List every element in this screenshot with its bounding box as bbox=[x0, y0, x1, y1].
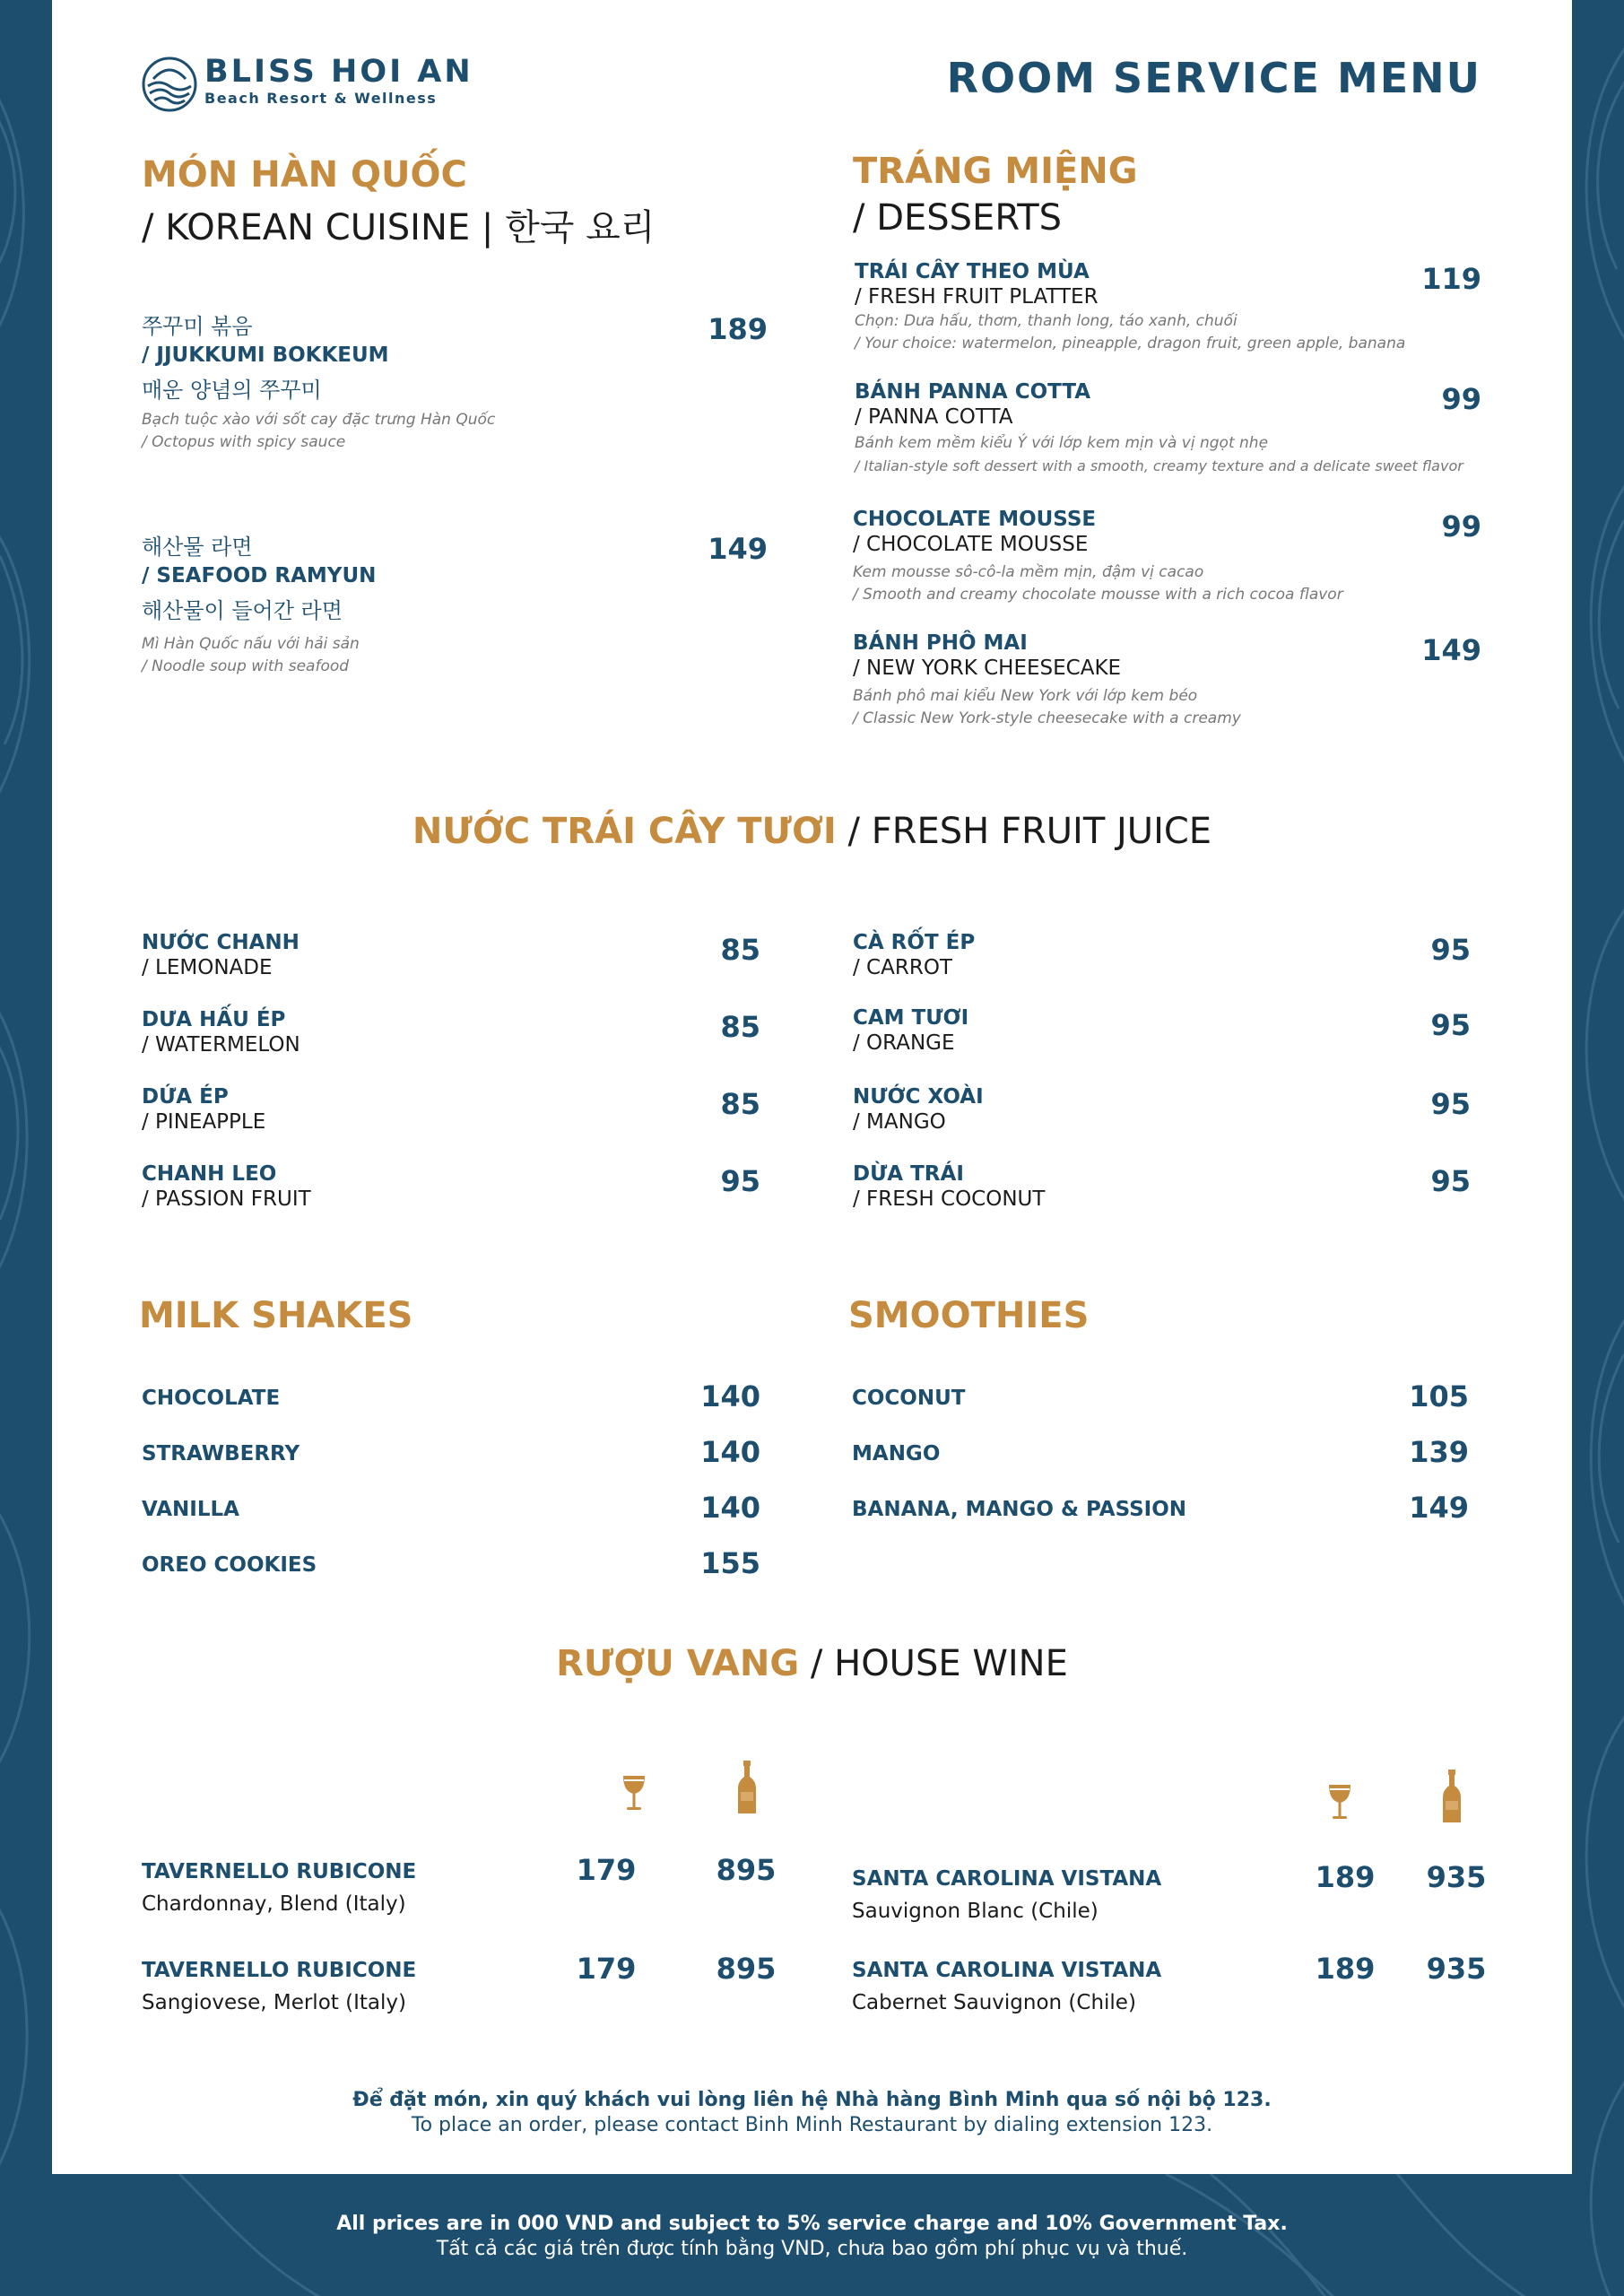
order-note-en: To place an order, please contact Binh Minh Restaurant by dialing extension 123. bbox=[411, 2114, 1213, 2136]
glass-price: 189 bbox=[1315, 1952, 1376, 1986]
item-desc-en: / Classic New York-style cheesecake with a creamy bbox=[853, 709, 1241, 727]
brand-subtitle: Beach Resort & Wellness bbox=[204, 90, 438, 107]
bottle-price: 935 bbox=[1426, 1952, 1487, 1986]
menu-item bbox=[853, 508, 1343, 606]
item-name: COCONUT bbox=[852, 1387, 966, 1410]
list-item bbox=[853, 1006, 968, 1055]
korean-heading: MÓN HÀN QUỐC bbox=[142, 154, 467, 196]
item-price: 85 bbox=[720, 933, 760, 967]
footer-note-en: All prices are in 000 VND and subject to 5% service charge and 10% Government Tax. bbox=[336, 2213, 1288, 2235]
item-name: BANANA, MANGO & PASSION bbox=[852, 1498, 1187, 1521]
wine-subheading: / HOUSE WINE bbox=[810, 1643, 1068, 1684]
item-english-name: / MANGO bbox=[853, 1110, 946, 1134]
wine-bottle-icon bbox=[735, 1760, 759, 1815]
item-english-name: / NEW YORK CHEESECAKE bbox=[853, 657, 1122, 680]
footer-note-vi: Tất cả các giá trên được tính bằng VND, chưa bao gồm phí phục vụ và thuế. bbox=[436, 2238, 1188, 2260]
glass-price: 189 bbox=[1315, 1860, 1376, 1894]
list-item bbox=[142, 1008, 300, 1057]
item-price: 149 bbox=[1421, 633, 1481, 667]
item-desc-vi: Bạch tuộc xào với sốt cay đặc trưng Hàn Quốc bbox=[142, 411, 496, 429]
list-item bbox=[142, 1085, 265, 1134]
item-desc-vi: Mì Hàn Quốc nấu với hải sản bbox=[142, 635, 360, 653]
item-desc-en: / Italian-style soft dessert with a smooth, creamy texture and a delicate sweet flavor bbox=[855, 457, 1463, 474]
item-english-name: / FRESH FRUIT PLATTER bbox=[855, 285, 1099, 309]
item-price: 140 bbox=[700, 1491, 760, 1525]
item-name: OREO COOKIES bbox=[142, 1553, 317, 1577]
order-note-vi: Để đặt món, xin quý khách vui lòng liên hệ Nhà hàng Bình Minh qua số nội bộ 123. bbox=[352, 2089, 1272, 2111]
wine-grape: Chardonnay, Blend (Italy) bbox=[142, 1892, 406, 1916]
item-korean-desc: 해산물이 들어간 라면 bbox=[142, 598, 343, 623]
list-item bbox=[853, 931, 975, 979]
item-price: 140 bbox=[700, 1435, 760, 1469]
item-desc-en: / Noodle soup with seafood bbox=[142, 657, 350, 675]
item-price: 95 bbox=[1430, 933, 1471, 967]
wine-name: SANTA CAROLINA VISTANA bbox=[852, 1867, 1162, 1891]
item-name: DỨA ÉP bbox=[142, 1085, 229, 1109]
item-price: 189 bbox=[708, 312, 768, 346]
juice-heading: NƯỚC TRÁI CÂY TƯƠI bbox=[412, 811, 837, 852]
item-price: 99 bbox=[1441, 382, 1481, 416]
order-note bbox=[0, 2088, 1624, 2138]
item-price: 95 bbox=[1430, 1008, 1471, 1042]
leaf-pattern-left bbox=[0, 0, 52, 2296]
menu-item bbox=[142, 309, 495, 454]
item-korean-desc: 매운 양념의 쭈꾸미 bbox=[142, 378, 322, 403]
item-price: 149 bbox=[1409, 1491, 1469, 1525]
wine-glass-icon bbox=[1326, 1783, 1353, 1824]
menu-item bbox=[142, 529, 376, 678]
wine-grape: Cabernet Sauvignon (Chile) bbox=[852, 1991, 1136, 2014]
wine-glass-icon bbox=[621, 1774, 647, 1815]
smoothies-heading: SMOOTHIES bbox=[848, 1295, 1090, 1336]
item-name: DỪA TRÁI bbox=[853, 1162, 964, 1186]
desserts-heading: TRÁNG MIỆNG bbox=[853, 151, 1138, 192]
wine-name: TAVERNELLO RUBICONE bbox=[142, 1959, 417, 1982]
wine-grape: Sangiovese, Merlot (Italy) bbox=[142, 1991, 406, 2014]
item-price: 149 bbox=[708, 532, 768, 566]
item-desc-vi: Chọn: Dưa hấu, thơm, thanh long, táo xanh, chuối bbox=[855, 312, 1238, 330]
item-price: 95 bbox=[1430, 1164, 1471, 1198]
menu-item bbox=[853, 631, 1241, 730]
item-name: CHOCOLATE MOUSSE bbox=[853, 508, 1097, 531]
item-name: CHOCOLATE bbox=[142, 1387, 281, 1410]
wine-name: SANTA CAROLINA VISTANA bbox=[852, 1959, 1162, 1982]
item-price: 85 bbox=[720, 1010, 760, 1044]
item-price: 155 bbox=[700, 1546, 760, 1580]
item-name: CAM TƯƠI bbox=[853, 1006, 969, 1030]
item-price: 139 bbox=[1409, 1435, 1469, 1469]
item-price: 95 bbox=[1430, 1087, 1471, 1121]
wine-heading-row bbox=[0, 1643, 1624, 1684]
item-english-name: / PINEAPPLE bbox=[142, 1110, 266, 1134]
item-english-name: / ORANGE bbox=[853, 1031, 955, 1055]
item-price: 119 bbox=[1421, 262, 1481, 296]
item-desc-vi: Bánh phô mai kiểu New York với lớp kem béo bbox=[853, 687, 1198, 705]
glass-price: 179 bbox=[576, 1853, 637, 1887]
list-item bbox=[142, 1162, 311, 1211]
item-english-name: / PANNA COTTA bbox=[855, 405, 1013, 429]
item-name: TRÁI CÂY THEO MÙA bbox=[855, 260, 1090, 283]
bottle-price: 935 bbox=[1426, 1860, 1487, 1894]
item-name: VANILLA bbox=[142, 1498, 239, 1521]
item-english-name: / FRESH COCONUT bbox=[853, 1187, 1046, 1211]
item-korean-name: 해산물 라면 bbox=[142, 535, 253, 560]
item-price: 95 bbox=[720, 1164, 760, 1198]
item-english-name: / CHOCOLATE MOUSSE bbox=[853, 533, 1089, 556]
item-name: BÁNH PANNA COTTA bbox=[855, 380, 1091, 404]
item-english-name: / WATERMELON bbox=[142, 1033, 300, 1057]
item-price: 99 bbox=[1441, 509, 1481, 544]
item-name: BÁNH PHÔ MAI bbox=[853, 631, 1028, 655]
item-name: / SEAFOOD RAMYUN bbox=[142, 564, 377, 587]
item-price: 140 bbox=[700, 1379, 760, 1413]
item-price: 85 bbox=[720, 1087, 760, 1121]
menu-item bbox=[855, 260, 1405, 355]
item-name: CÀ RỐT ÉP bbox=[853, 931, 976, 954]
item-name: / JJUKKUMI BOKKEUM bbox=[142, 344, 389, 367]
item-name: STRAWBERRY bbox=[142, 1442, 300, 1465]
milkshakes-heading: MILK SHAKES bbox=[139, 1295, 413, 1336]
wine-item bbox=[852, 1959, 1161, 2014]
wine-item bbox=[142, 1959, 416, 2014]
item-desc-en: / Your choice: watermelon, pineapple, dragon fruit, green apple, banana bbox=[855, 335, 1406, 352]
list-item bbox=[853, 1162, 1045, 1211]
item-desc-vi: Kem mousse sô-cô-la mềm mịn, đậm vị cacao bbox=[853, 563, 1204, 581]
bottle-price: 895 bbox=[716, 1952, 777, 1986]
footer-note bbox=[0, 2212, 1624, 2262]
item-english-name: / LEMONADE bbox=[142, 956, 273, 979]
list-item bbox=[853, 1085, 984, 1134]
menu-item bbox=[855, 380, 1463, 477]
item-english-name: / PASSION FRUIT bbox=[142, 1187, 311, 1211]
juice-subheading: / FRESH FRUIT JUICE bbox=[847, 811, 1212, 852]
item-korean-name: 쭈꾸미 볶음 bbox=[142, 314, 253, 339]
brand-name: BLISS HOI AN bbox=[204, 54, 473, 90]
glass-price: 179 bbox=[576, 1952, 637, 1986]
item-name: NƯỚC XOÀI bbox=[853, 1085, 984, 1109]
wine-bottle-icon bbox=[1440, 1769, 1463, 1824]
item-name: NƯỚC CHANH bbox=[142, 931, 300, 954]
list-item bbox=[142, 931, 300, 979]
leaf-pattern-right bbox=[1572, 0, 1624, 2296]
wine-item bbox=[852, 1867, 1161, 1923]
item-desc-en: / Octopus with spicy sauce bbox=[142, 433, 346, 451]
korean-subheading: / KOREAN CUISINE | 한국 요리 bbox=[142, 207, 656, 248]
wine-heading: RƯỢU VANG bbox=[556, 1643, 800, 1684]
bliss-logo-icon bbox=[141, 56, 198, 113]
item-name: CHANH LEO bbox=[142, 1162, 277, 1186]
item-name: DƯA HẤU ÉP bbox=[142, 1008, 286, 1031]
wine-item bbox=[142, 1860, 416, 1916]
item-name: MANGO bbox=[852, 1442, 941, 1465]
wine-name: TAVERNELLO RUBICONE bbox=[142, 1860, 417, 1883]
item-english-name: / CARROT bbox=[853, 956, 952, 979]
wine-grape: Sauvignon Blanc (Chile) bbox=[852, 1900, 1099, 1923]
item-desc-vi: Bánh kem mềm kiểu Ý với lớp kem mịn và vị ngọt nhẹ bbox=[855, 434, 1269, 452]
item-price: 105 bbox=[1409, 1379, 1469, 1413]
page-title: ROOM SERVICE MENU bbox=[946, 54, 1481, 102]
juice-heading-row bbox=[0, 811, 1624, 852]
item-desc-en: / Smooth and creamy chocolate mousse with a rich cocoa flavor bbox=[853, 586, 1343, 604]
bottle-price: 895 bbox=[716, 1853, 777, 1887]
desserts-subheading: / DESSERTS bbox=[853, 197, 1063, 239]
